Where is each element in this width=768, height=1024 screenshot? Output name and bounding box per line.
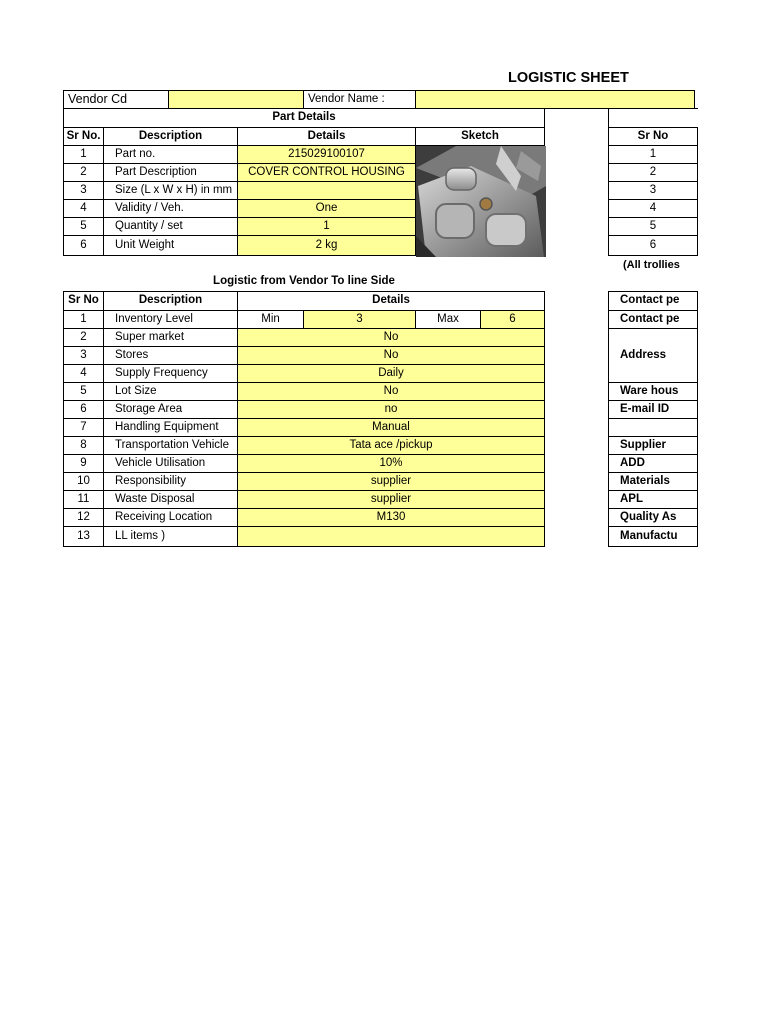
logistic-row-description: Waste Disposal [103,490,238,509]
part-row-sr: 5 [63,217,104,236]
part-row-description: Size (L x W x H) in mm [103,181,238,200]
part-details-heading: Part Details [63,108,545,128]
part-row-sr: 3 [63,181,104,200]
logistic-row-sr: 10 [63,472,104,491]
right-table-sr: 1 [608,145,698,164]
vendor-code-label: Vendor Cd [63,90,169,109]
part-row-description: Unit Weight [103,235,238,256]
logistic-row-sr: 5 [63,382,104,401]
inventory-max-label: Max [415,310,481,329]
part-row-detail[interactable]: 2 kg [237,235,416,256]
contact-label [608,418,698,437]
logistic-heading: Logistic from Vendor To line Side [213,275,395,288]
right-table-sr: 4 [608,199,698,218]
right-table-sr: 3 [608,181,698,200]
contact-label: Supplier [608,436,698,455]
inventory-min-label: Min [237,310,304,329]
part-header-description: Description [103,127,238,146]
vendor-code-field[interactable] [168,90,304,109]
part-row-sr: 2 [63,163,104,182]
logistic-row-description: Vehicle Utilisation [103,454,238,473]
logistic-row-description: Responsibility [103,472,238,491]
part-header-details: Details [237,127,416,146]
part-row-description: Part no. [103,145,238,164]
logistic-row-description: Supply Frequency [103,364,238,383]
inventory-max-value[interactable]: 6 [480,310,545,329]
sheet-title: LOGISTIC SHEET [508,70,629,86]
inventory-sr: 1 [63,310,104,329]
contact-label: Quality As [608,508,698,527]
logistic-row-sr: 6 [63,400,104,419]
part-row-detail[interactable]: COVER CONTROL HOUSING [237,163,416,182]
contact-label: Manufactu [608,526,698,547]
logistic-header-sr: Sr No [63,291,104,311]
logistic-row-sr: 2 [63,328,104,347]
right-table-top-border [608,108,698,128]
logistic-row-detail[interactable]: no [237,400,545,419]
logistic-row-detail[interactable] [237,526,545,547]
part-row-sr: 6 [63,235,104,256]
part-row-description: Quantity / set [103,217,238,236]
part-row-description: Validity / Veh. [103,199,238,218]
logistic-row-detail[interactable]: No [237,382,545,401]
logistic-row-detail[interactable]: supplier [237,472,545,491]
logistic-row-description: Receiving Location [103,508,238,527]
logistic-row-sr: 9 [63,454,104,473]
part-row-sr: 1 [63,145,104,164]
logistic-row-sr: 8 [63,436,104,455]
right-table-sr: 2 [608,163,698,182]
logistic-header-details: Details [237,291,545,311]
contact-label: Contact pe [608,310,698,329]
logistic-row-sr: 7 [63,418,104,437]
right-table-sr: 6 [608,235,698,256]
logistic-row-description: Transportation Vehicle [103,436,238,455]
contact-label: Address [608,328,698,383]
logistic-row-sr: 12 [63,508,104,527]
logistic-row-detail[interactable]: No [237,346,545,365]
contact-label: E-mail ID [608,400,698,419]
trolley-note: (All trollies [623,258,680,271]
logistic-row-detail[interactable]: Manual [237,418,545,437]
logistic-row-description: Handling Equipment [103,418,238,437]
right-table-header-sr: Sr No [608,127,698,146]
logistic-row-detail[interactable]: Daily [237,364,545,383]
contact-label: Materials [608,472,698,491]
logistic-row-detail[interactable]: No [237,328,545,347]
contact-label: Contact pe [608,291,698,311]
logistic-row-description: LL items ) [103,526,238,547]
part-header-sr: Sr No. [63,127,104,146]
inventory-min-value[interactable]: 3 [303,310,416,329]
part-row-detail[interactable]: 1 [237,217,416,236]
right-table-sr: 5 [608,217,698,236]
logistic-row-description: Storage Area [103,400,238,419]
logistic-row-detail[interactable]: 10% [237,454,545,473]
logistic-row-description: Super market [103,328,238,347]
logistic-row-sr: 3 [63,346,104,365]
inventory-description: Inventory Level [103,310,238,329]
contact-label: ADD [608,454,698,473]
logistic-row-sr: 13 [63,526,104,547]
part-row-description: Part Description [103,163,238,182]
logistic-row-detail[interactable]: supplier [237,490,545,509]
part-photo-graphic [416,146,546,257]
logistic-row-detail[interactable]: Tata ace /pickup [237,436,545,455]
part-sketch-image [415,145,545,256]
logistic-row-sr: 11 [63,490,104,509]
part-row-detail[interactable] [237,181,416,200]
part-row-detail[interactable]: 215029100107 [237,145,416,164]
logistic-header-description: Description [103,291,238,311]
vendor-name-label: Vendor Name : [303,90,416,109]
contact-label: APL [608,490,698,509]
part-header-sketch: Sketch [415,127,545,146]
logistic-row-detail[interactable]: M130 [237,508,545,527]
logistic-row-description: Stores [103,346,238,365]
logistic-row-sr: 4 [63,364,104,383]
contact-label: Ware hous [608,382,698,401]
vendor-name-field[interactable] [415,90,695,109]
part-row-detail[interactable]: One [237,199,416,218]
part-row-sr: 4 [63,199,104,218]
sheet-title-row [0,70,768,90]
logistic-row-description: Lot Size [103,382,238,401]
